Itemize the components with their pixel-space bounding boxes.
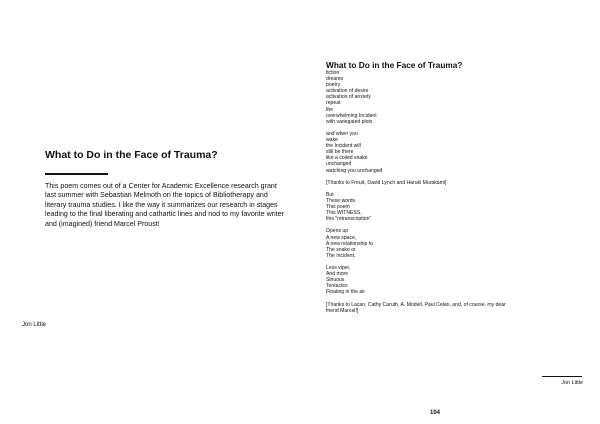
- poem-line: this "retranscription": [326, 216, 372, 223]
- poem-line: Opens up: [326, 228, 349, 235]
- poem-line: the Incident will: [326, 143, 361, 150]
- poem-line: The Incident,: [326, 252, 356, 259]
- poem-body: [326, 70, 516, 320]
- poem-line: poetry: [326, 82, 341, 89]
- poem-line: unchanged: [326, 161, 352, 168]
- left-page-title: What to Do in the Face of Trauma?: [45, 149, 218, 161]
- poem-line: repeat: [326, 100, 341, 107]
- poem-line: still be there: [326, 149, 354, 156]
- poem-line: Sinuous: [326, 277, 345, 284]
- poem-line: The snake or: [326, 246, 356, 253]
- poem-line: fiction: [326, 70, 340, 76]
- poem-stanza: [326, 192, 516, 222]
- poem-stanza: [326, 131, 516, 174]
- poem-line: activation of anxiety: [326, 94, 371, 101]
- poem-title: What to Do in the Face of Trauma?: [326, 60, 463, 70]
- poem-line: [Thanks to Lacan, Cathy Caruth, A. Modell, Paul Celan, and, of course, my dear friend Marcel!]: [326, 301, 506, 314]
- intro-paragraph: This poem comes out of a Center for Academic Excellence research grant last summer with Sebastian Melmoth on the topics of Bibliotherapy and literary trauma studies. I like the way it summarizes our research in stages leading to the final liberating and cathartic lines and nod to my favorite writer and (imagined) friend Marcel Proust!: [45, 182, 284, 228]
- poem-line: dreams: [326, 76, 343, 83]
- poem-line: But: [326, 191, 334, 198]
- poem-line: [Thanks to Freud, David Lynch and Haruki Murakami]: [326, 179, 447, 186]
- poem-line: activation of desire: [326, 88, 369, 95]
- poem-line: watching you unchanged: [326, 167, 383, 174]
- poem-line: with variegated plots: [326, 118, 373, 125]
- author-rule: [542, 376, 582, 377]
- page-number: 104: [429, 410, 440, 416]
- title-underline: [45, 173, 108, 175]
- poem-line: And more: [326, 271, 349, 278]
- poem-stanza: [326, 265, 516, 295]
- poem-stanza: [326, 228, 516, 258]
- poem-line: Floating in the air: [326, 289, 366, 296]
- poem-line: Tentacles: [326, 283, 348, 290]
- poem-line: A new relationship to: [326, 240, 374, 247]
- poem-line: This poem: [326, 204, 350, 211]
- poem-stanza: [326, 180, 516, 186]
- left-page-author: Jon Little: [22, 322, 47, 328]
- poem-line: Less viper,: [326, 265, 351, 271]
- poem-line: like a coiled snake: [326, 155, 368, 162]
- poem-stanza: [326, 302, 516, 314]
- right-page-author: Jon Little: [561, 380, 583, 386]
- right-page: [300, 0, 600, 424]
- poem-line: A new space,: [326, 234, 357, 241]
- poem-stanza: [326, 70, 516, 125]
- poem-line: These words: [326, 197, 356, 204]
- poem-line: the: [326, 106, 334, 113]
- poem-line: and when you: [326, 130, 358, 137]
- poem-line: This WITNESS,: [326, 210, 362, 217]
- poem-line: wake: [326, 137, 338, 144]
- poem-line: overwhelming Incident: [326, 112, 377, 119]
